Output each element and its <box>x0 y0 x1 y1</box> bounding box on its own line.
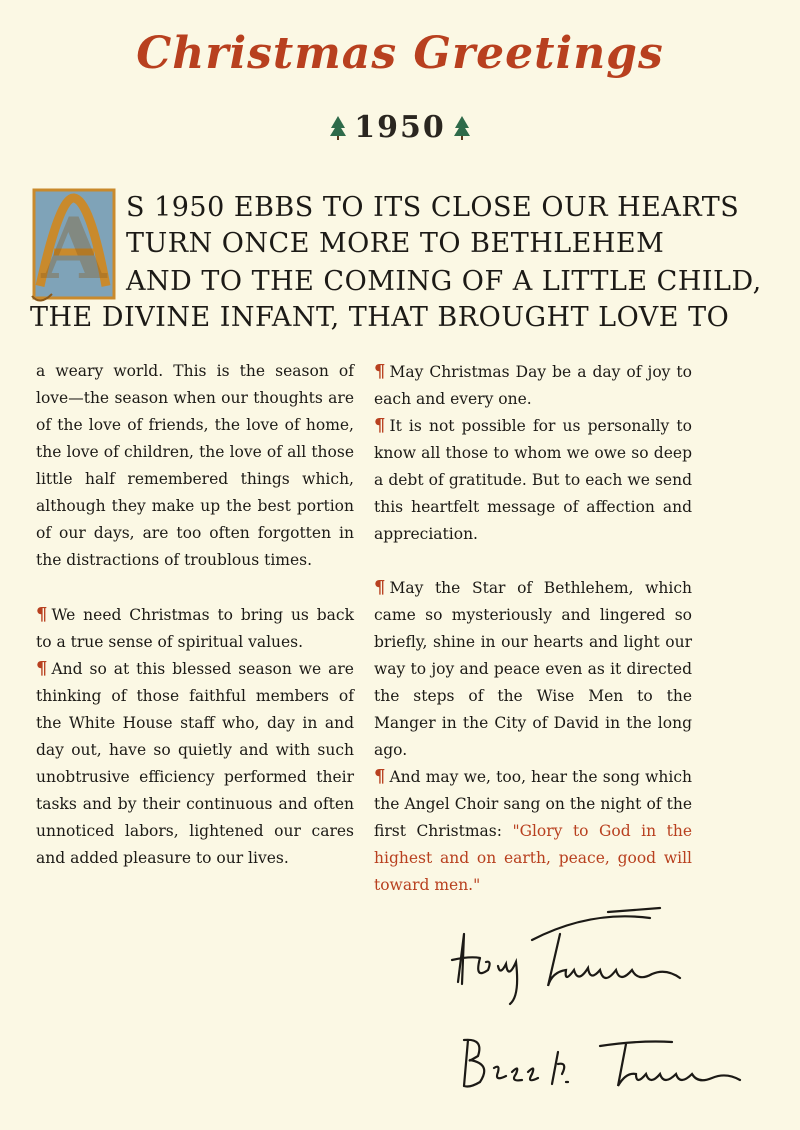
pilcrow-icon: ¶ <box>374 361 386 382</box>
intro-line-4: THE DIVINE INFANT, THAT BROUGHT LOVE TO <box>30 302 730 333</box>
paragraph: a weary world. This is the season of love—the season when our thoughts are of the love of friends, the love of home, the love of children, the love of all those little half remembered things which, although they make up the best portion of our days, are too often forgotten in the distractions of troublous times. <box>36 362 354 569</box>
intro-line-1: S 1950 EBBS TO ITS CLOSE OUR HEARTS <box>126 192 740 223</box>
tree-icon <box>330 115 346 141</box>
left-column <box>36 358 354 872</box>
year-row <box>0 110 800 145</box>
signature-bess-truman <box>464 1040 740 1087</box>
pilcrow-icon: ¶ <box>374 766 386 787</box>
paragraph: ¶ We need Christmas to bring us back to a true sense of spiritual values. <box>36 604 354 651</box>
pilcrow-icon: ¶ <box>36 658 48 679</box>
drop-cap-letter: A <box>41 199 107 298</box>
paragraph: ¶ May Christmas Day be a day of joy to each and every one. <box>374 361 692 408</box>
intro-line-2: TURN ONCE MORE TO BETHLEHEM <box>126 228 665 259</box>
right-column <box>374 358 692 899</box>
paragraph: ¶ It is not possible for us personally to know all those to whom we owe so deep a debt of gratitude. But to each we send this heartfelt message of affection and appreciation. <box>374 415 692 543</box>
signature-harry-truman <box>452 908 680 1004</box>
tree-icon <box>454 115 470 141</box>
page-title: Christmas Greetings <box>136 28 664 79</box>
intro-block <box>30 186 762 336</box>
pilcrow-icon: ¶ <box>36 604 48 625</box>
pilcrow-icon: ¶ <box>374 577 386 598</box>
year-label: 1950 <box>354 110 446 145</box>
gloria-quote: "Glory to God in the highest and on earth, peace, good will toward men." <box>374 822 692 894</box>
pilcrow-icon: ¶ <box>374 415 386 436</box>
drop-cap-illumination <box>30 186 118 304</box>
paragraph: ¶ May the Star of Bethlehem, which came so mysteriously and lingered so briefly, shine in our hearts and light our way to joy and peace even as it directed the steps of the Wise Men to the Manger in the City of David in the long ago. <box>374 577 692 759</box>
paragraph: ¶ And may we, too, hear the song which the Angel Choir sang on the night of the first Christmas: "Glory to God in the highest and on earth, peace, good will toward men." <box>374 766 692 894</box>
paragraph: ¶ And so at this blessed season we are thinking of those faithful members of the White House staff who, day in and day out, have so quietly and with such unobtrusive efficiency performed their tasks and by their continuous and often unnoticed labors, lightened our cares and added pleasure to our lives. <box>36 658 354 867</box>
intro-line-3: AND TO THE COMING OF A LITTLE CHILD, <box>126 266 762 297</box>
signatures <box>440 900 780 1100</box>
